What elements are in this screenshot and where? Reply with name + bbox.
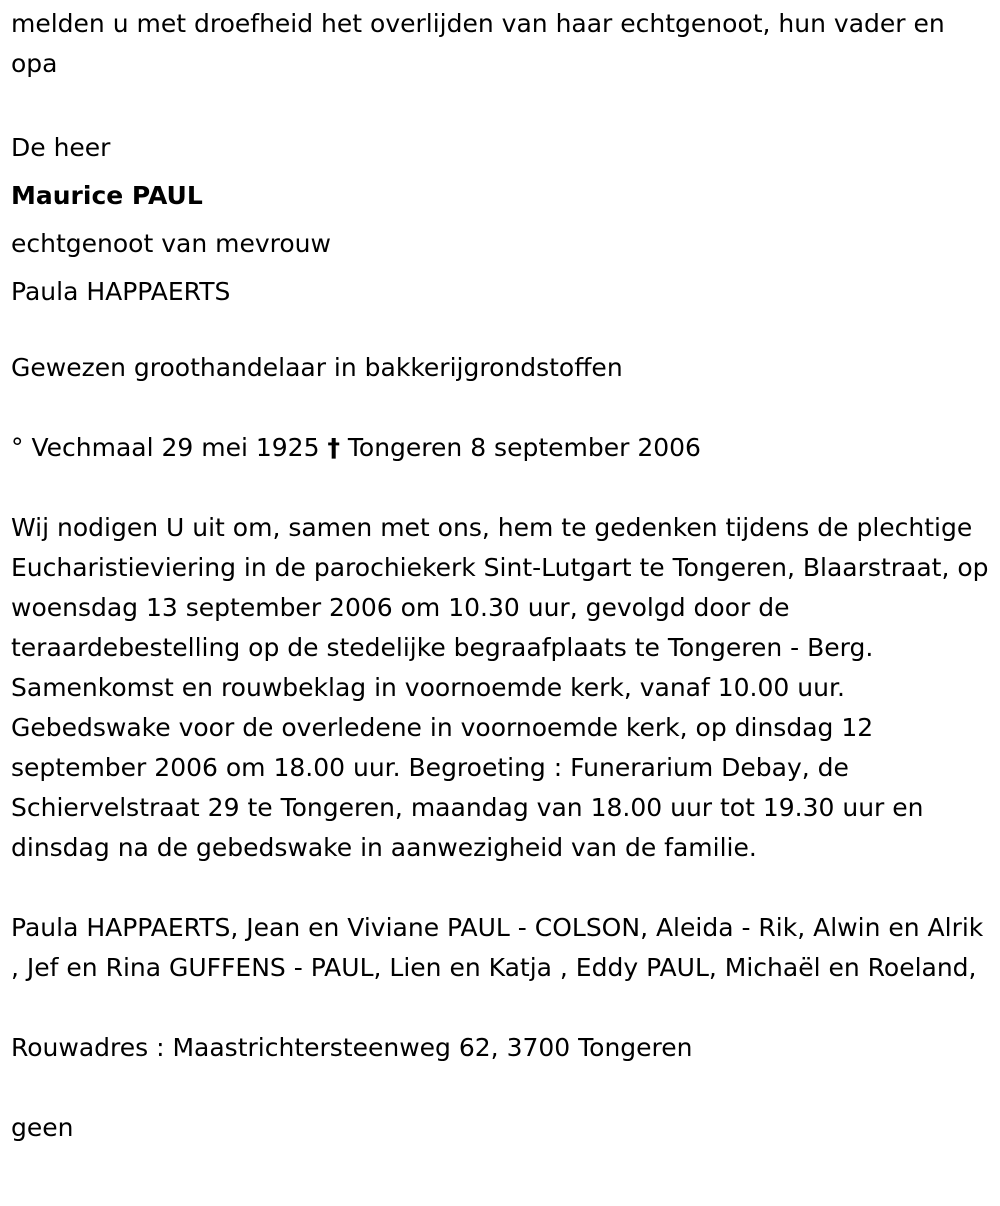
intro-text: melden u met droefheid het overlijden van haar echtgenoot, hun vader en opa	[11, 9, 945, 78]
obituary-document	[11, 4, 996, 1148]
closing-text: geen	[11, 1113, 74, 1142]
birth-symbol: °	[11, 433, 24, 462]
life-dates	[11, 428, 996, 468]
occupation-text: Gewezen groothandelaar in bakkerijgrondstoffen	[11, 353, 623, 382]
spouse-label: echtgenoot van mevrouw	[11, 229, 331, 258]
cross-icon: †	[327, 433, 340, 462]
service-text: Wij nodigen U uit om, samen met ons, hem te gedenken tijdens de plechtige Eucharistieviering in de parochiekerk Sint-Lutgart te Tongeren, Blaarstraat, op woensdag 13 september 2006 om 10.30 uur, gevolgd door de teraardebestelling op de stedelijke begraafplaats te Tongeren - Berg. Samenkomst en rouwbeklag in voornoemde kerk, vanaf 10.00 uur. Gebedswake voor de overledene in voornoemde kerk, op dinsdag 12 september 2006 om 18.00 uur. Begroeting : Funerarium Debay, de Schiervelstraat 29 te Tongeren, maandag van 18.00 uur tot 19.30 uur en dinsdag na de gebedswake in aanwezigheid van de familie.	[11, 513, 989, 862]
title-text: De heer	[11, 133, 111, 162]
family-text: Paula HAPPAERTS, Jean en Viviane PAUL - COLSON, Aleida - Rik, Alwin en Alrik , Jef en Rina GUFFENS - PAUL, Lien en Katja , Eddy PAUL, Michaël en Roeland,	[11, 913, 984, 982]
death-date: Tongeren 8 september 2006	[347, 433, 701, 462]
deceased-name: Maurice PAUL	[11, 181, 203, 210]
address-text: Rouwadres : Maastrichtersteenweg 62, 3700 Tongeren	[11, 1033, 693, 1062]
spouse-name: Paula HAPPAERTS	[11, 277, 231, 306]
birth-date: Vechmaal 29 mei 1925	[31, 433, 320, 462]
